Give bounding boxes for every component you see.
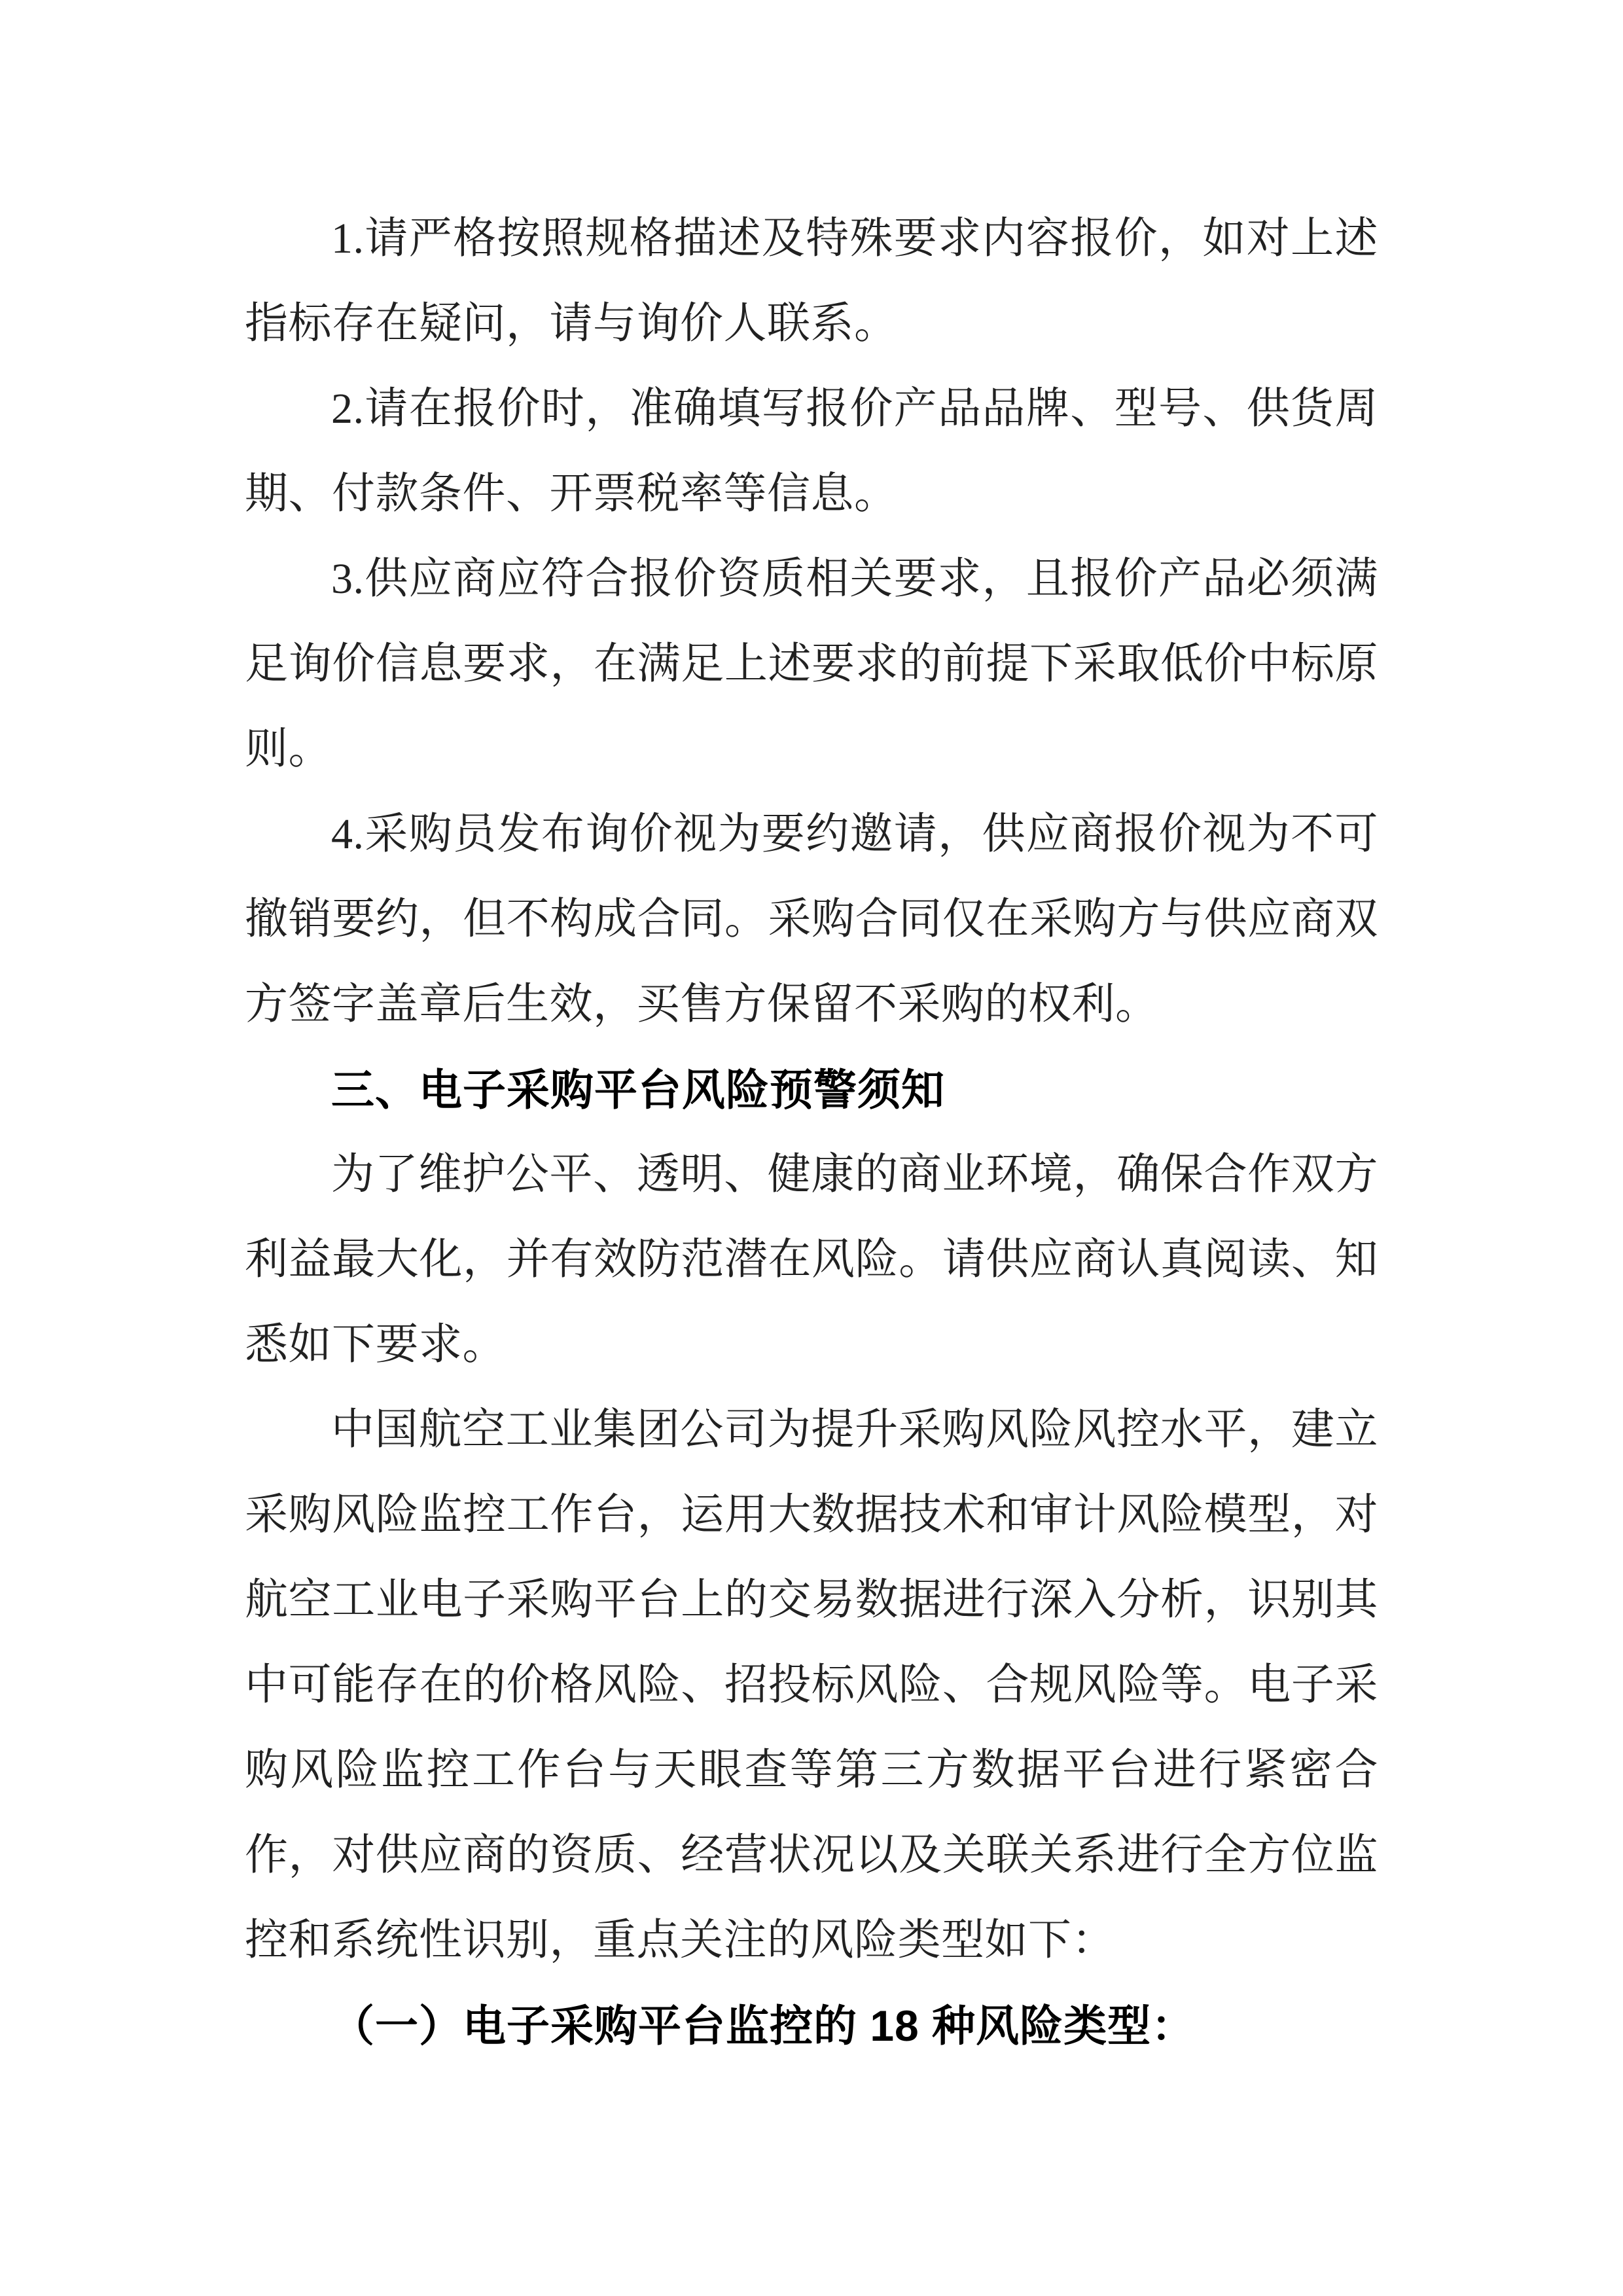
section-heading-risk-warning: 三、电子采购平台风险预警须知: [331, 1066, 945, 1114]
document-body: [245, 196, 1378, 2068]
paragraph-avic-risk-monitoring: 中国航空工业集团公司为提升采购风险风控水平，建立采购风险监控工作台，运用大数据技术和审计风险模型，对航空工业电子采购平台上的交易数据进行深入分析，识别其中可能存在的价格风险、招投标风险、合规风险等。电子采购风险监控工作台与天眼查等第三方数据平台进行紧密合作，对供应商的资质、经营状况以及关联关系进行全方位监控和系统性识别，重点关注的风险类型如下：: [245, 1406, 1378, 1964]
subsection-heading-18-risk-types: （一）电子采购平台监控的 18 种风险类型：: [331, 2001, 1196, 2050]
paragraph-item-1: 1.请严格按照规格描述及特殊要求内容报价，如对上述指标存在疑问，请与询价人联系。: [245, 215, 1378, 348]
paragraph-item-3: 3.供应商应符合报价资质相关要求，且报价产品必须满足询价信息要求，在满足上述要求的前提下采取低价中标原则。: [245, 555, 1378, 773]
paragraph-item-2: 2.请在报价时，准确填写报价产品品牌、型号、供货周期、付款条件、开票税率等信息。: [245, 385, 1378, 518]
paragraph-intro-fairness: 为了维护公平、透明、健康的商业环境，确保合作双方利益最大化，并有效防范潜在风险。请供应商认真阅读、知悉如下要求。: [245, 1151, 1378, 1369]
paragraph-item-4: 4.采购员发布询价视为要约邀请，供应商报价视为不可撤销要约，但不构成合同。采购合同仅在采购方与供应商双方签字盖章后生效，买售方保留不采购的权利。: [245, 810, 1378, 1028]
